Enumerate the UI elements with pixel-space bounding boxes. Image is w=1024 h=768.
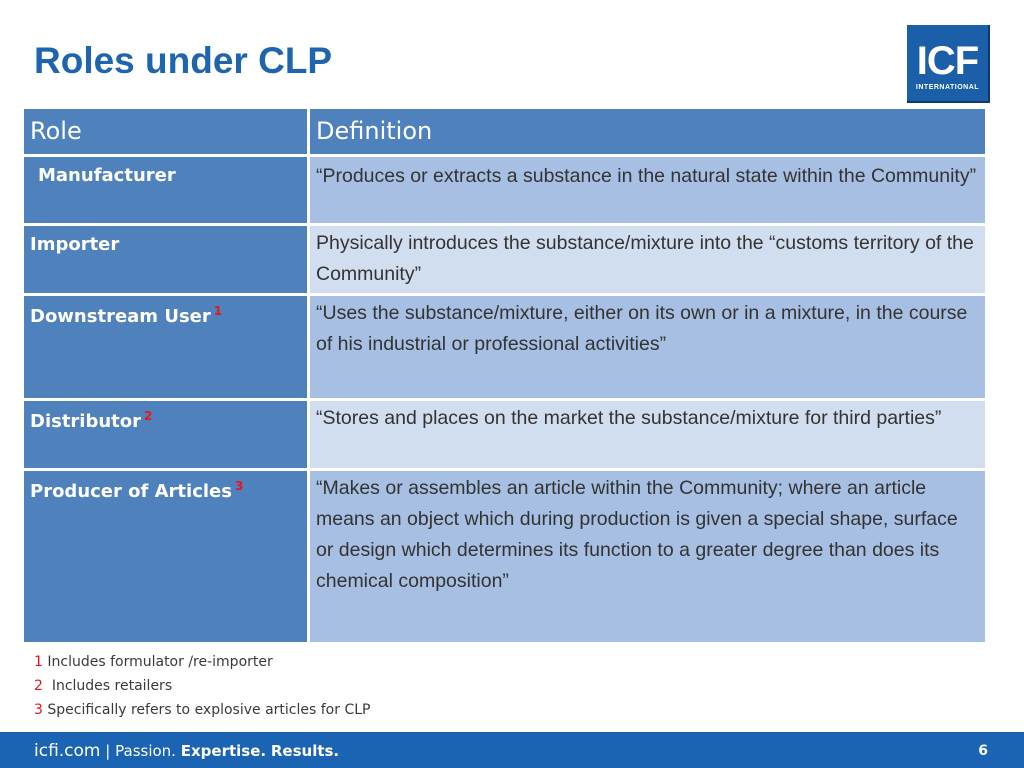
footnotes [34,650,370,722]
definition-cell: “Uses the substance/mixture, either on its own or in a mixture, in the course of his industrial or professional activities” [309,295,987,400]
footnote-ref: 3 [234,479,244,493]
footnote-ref: 2 [144,409,153,423]
table-row [23,400,987,470]
role-name: Producer of Articles [30,481,232,502]
footer-bar [0,732,1024,768]
footnote-item [34,674,370,698]
tagline-expertise: Expertise. [180,742,267,760]
footer-separator: | [105,742,111,760]
definition-cell: “Makes or assembles an article within the Community; where an article means an object which during production is given a special shape, surface or design which determines its function to a greater degree than does its chemical composition” [309,470,987,644]
table-row [23,225,987,295]
role-cell [23,156,309,225]
slide-title: Roles under CLP [34,40,333,81]
logo-mark: ICF [916,39,979,83]
tagline-passion: Passion. [115,742,176,760]
footnote-number: 1 [34,654,43,670]
role-cell [23,470,309,644]
header-definition: Definition [309,108,987,156]
role-name: Downstream User [30,306,211,327]
role-name: Manufacturer [38,165,176,186]
definition-cell: “Produces or extracts a substance in the natural state within the Community” [309,156,987,225]
footer-tagline [34,741,339,761]
definition-cell: Physically introduces the substance/mixture into the “customs territory of the Community” [309,225,987,295]
role-cell [23,400,309,470]
icf-logo [907,25,990,103]
roles-table [21,106,988,645]
tagline-results: Results. [270,742,340,760]
footnote-text: Includes formulator /re-importer [47,654,273,670]
page-number: 6 [978,743,988,759]
table-row [23,470,987,644]
role-cell [23,295,309,400]
table-row [23,295,987,400]
footnote-ref: 1 [213,304,223,318]
role-name: Distributor [30,411,142,432]
footnote-text: Includes retailers [51,678,173,694]
footnote-text: Specifically refers to explosive articles for CLP [47,702,371,718]
footnote-item [34,650,370,674]
role-name: Importer [30,234,120,255]
definition-cell: “Stores and places on the market the substance/mixture for third parties” [309,400,987,470]
footnote-number: 3 [34,702,43,718]
table-header-row [23,108,987,156]
footnote-number: 2 [34,678,43,694]
footnote-item [34,698,370,722]
header-role: Role [23,108,309,156]
logo-subtitle: INTERNATIONAL [915,84,980,91]
table-row [23,156,987,225]
role-cell [23,225,309,295]
footer-site-link[interactable]: icfi.com [34,741,101,761]
